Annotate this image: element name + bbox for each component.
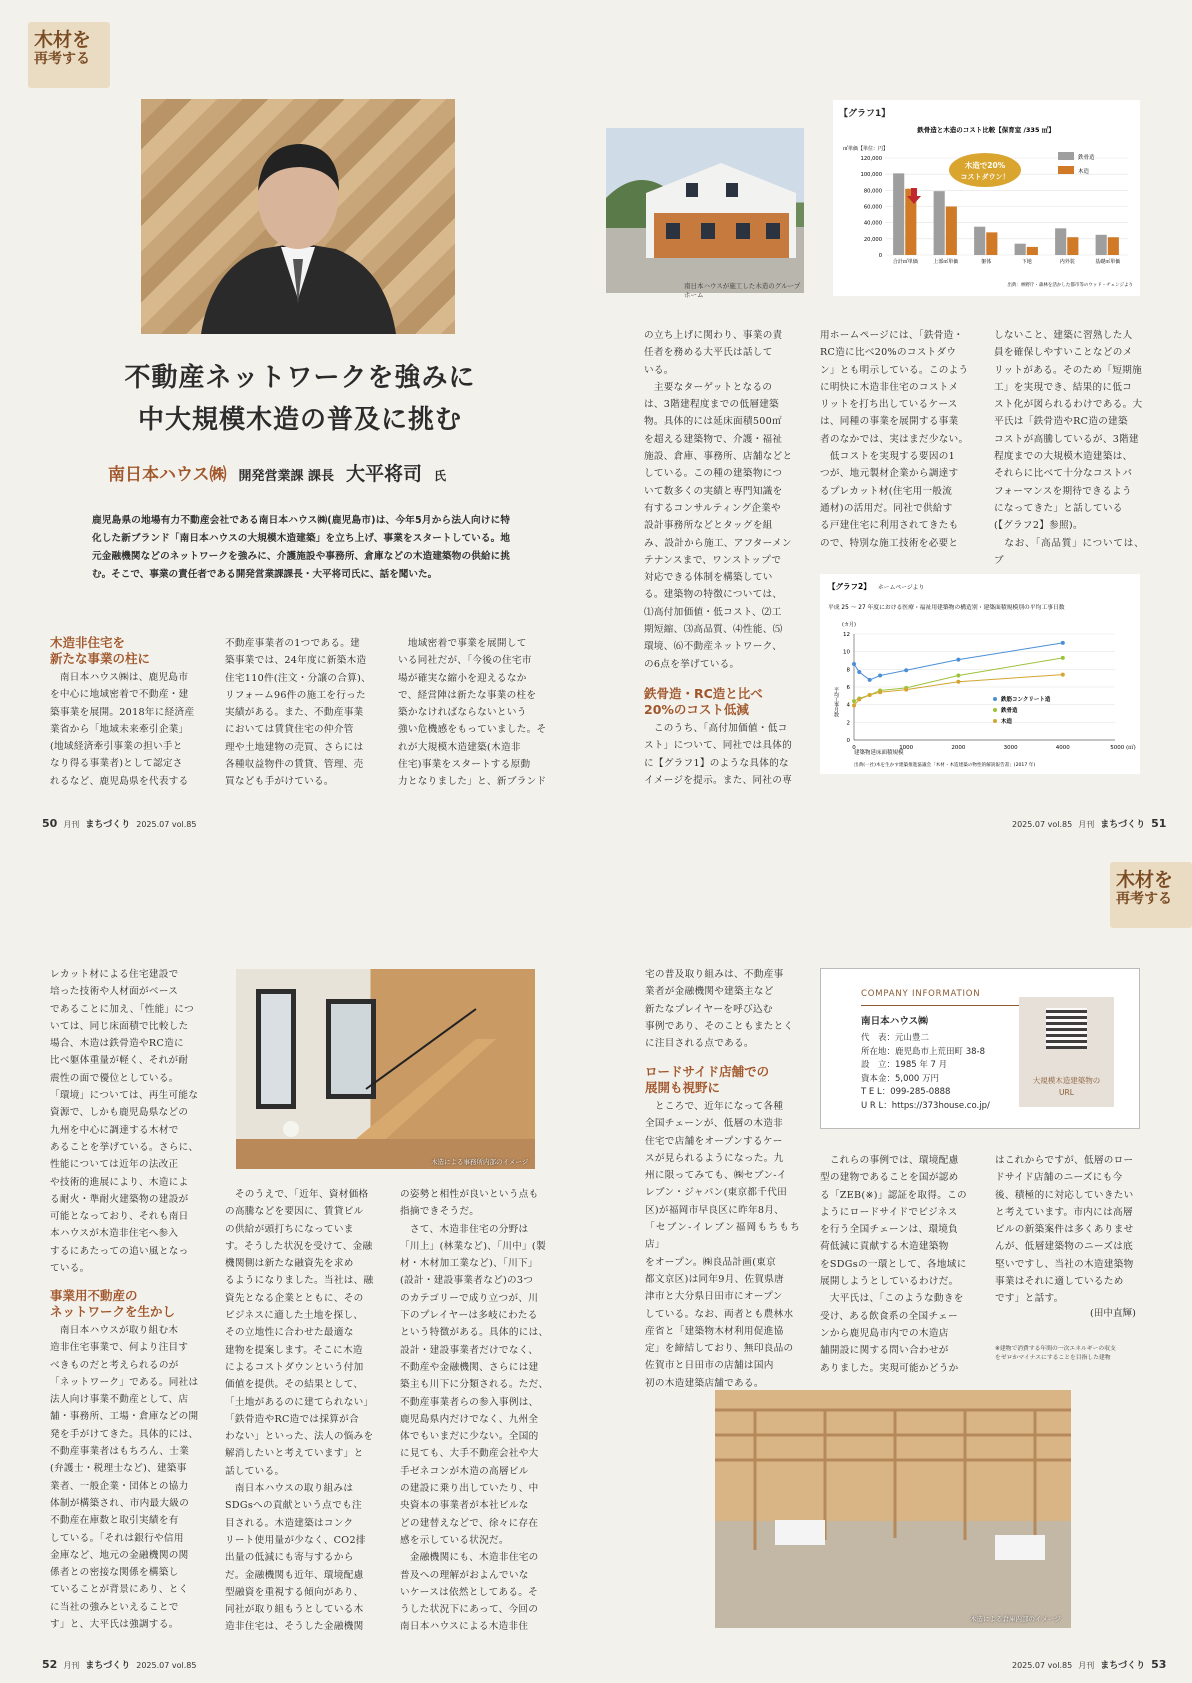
- data-point: [857, 670, 861, 674]
- company-info-row: 所在地：鹿児島市上荒田町 38-8: [861, 1046, 985, 1057]
- text-column: これらの事例では、環境配慮 型の建物であることを国が認め る「ZEB(※)」認証を取得。この ようにロードサイドでビジネス を行う全国チェーンは、環境負 荷低減に貢献する木造建築物 をSDGsの一環として、各地域に 展開しようとしているわけだ。 大平氏は、「このような動きを 受け、ある飲食系の全国チェー ンから鹿児島市内での木造店 舗開設に関する問い合わせが ありました。実現可能かどうか: [820, 1155, 967, 1374]
- series-badge: 木材を 再考する: [1110, 862, 1192, 928]
- data-point: [1061, 673, 1065, 677]
- company-info-name: 南日本ハウス㈱: [861, 1016, 928, 1027]
- text-column: このうち、「高付加価値・低コ スト」について、同社では具体的 に【グラフ1】のような具体的な イメージを提示。また、同社の専: [644, 723, 793, 786]
- chart-ylabel: 平均工事月数: [833, 687, 839, 717]
- bar: [946, 207, 957, 256]
- annotation-text: コストダウン！: [960, 173, 1010, 181]
- bar: [1055, 228, 1066, 255]
- x-tick-label: 0: [852, 745, 856, 751]
- chart-source: 出典(一社)木を生かす建築推進協議会「木材・木造建築の物性的解説報告書」(2017 年): [854, 763, 1036, 768]
- y-tick-label: 120,000: [860, 156, 882, 162]
- data-point: [878, 690, 882, 694]
- legend-swatch: [993, 697, 997, 701]
- company-info-label: COMPANY INFORMATION: [861, 989, 981, 999]
- legend-swatch: [993, 708, 997, 712]
- graph2-panel: [820, 574, 1140, 774]
- bar: [1096, 235, 1107, 255]
- footnote: ※建物で消費する年間の一次エネルギーの収支 をゼロかマイナスにすることを目指した建物: [995, 1346, 1116, 1361]
- y-tick-label: 100,000: [860, 172, 882, 179]
- x-tick-label: 1000: [899, 745, 914, 751]
- data-point: [904, 668, 908, 672]
- text-column: の姿勢と相性が良いという点も 指摘できそうだ。 さて、木造非住宅の分野は 「川上」(林業など)、「川中」(製 材・木材加工業など)、「川下」 (設計・建設事業者など)の3つ のカテゴリーで成り立つが、川 下のプレイヤーは多岐にわたる という特徴がある。具体的には、 設計・建設事業者だけでなく、 不動産や金融機関、さらには建 築主も川下に分類される。ただ、 不動産事業者らの参入事例は、 鹿児島県内だけでなく、九州全 体でもいまだに少ない。全国的 に見ても、大手不動産会社や大 手ゼネコンが木造の高層ビル の建設に乗り出していたり、中 央資本の事業者が本社ビルな どの建替えなどで、徐々に存在 感を示している状況だ。 金融機関にも、木造非住宅の 普及への理解がおよんでいな いケースは依然としてある。そ うした状況下にあって、今回の 南日本ハウスによる木造非住: [400, 1189, 549, 1633]
- x-tick-label: 基礎㎡単価: [1095, 259, 1121, 265]
- text-column: はこれからですが、低層のロー ドサイド店舗のニーズにも今 後、積極的に対応していきたい と考えています。市内には高層 ビルの新築案件は多くありませ んが、低層建築物のニーズは底 堅いですし、当社の木造建築物 事業はそれに適しているため です」と話す。: [995, 1155, 1134, 1305]
- page-footer-53: 2025.07 vol.85 月刊 まちづくり 53: [1012, 1658, 1167, 1671]
- chart-source: 出典：林野庁・森林を活かした都市等のウッド・チェンジより: [1007, 283, 1133, 288]
- warehouse-interior-photo: [715, 1390, 1071, 1628]
- chart-yunit: (カ月): [842, 622, 856, 628]
- x-tick-label: 3000: [1003, 745, 1018, 751]
- x-tick-label: 4000: [1055, 745, 1070, 751]
- honorific: 氏: [434, 469, 447, 483]
- y-tick-label: 60,000: [863, 204, 882, 211]
- bar: [1015, 244, 1026, 255]
- graph1-chart: [833, 100, 1140, 296]
- office-interior-photo: [236, 969, 535, 1169]
- chart-label: 【グラフ2】: [828, 582, 871, 591]
- company-name: 南日本ハウス㈱: [108, 465, 227, 485]
- legend-label: 鉄骨造: [1078, 155, 1095, 161]
- company-info-row: 代 表：元山豊二: [861, 1033, 930, 1043]
- legend-swatch: [1058, 166, 1074, 174]
- legend-label: 木造: [1001, 719, 1013, 725]
- y-tick-label: 8: [846, 667, 850, 674]
- data-point: [868, 678, 872, 682]
- person-name: 大平将司: [346, 463, 423, 485]
- y-tick-label: 2: [846, 720, 850, 727]
- text-column: の立ち上げに関わり、事業の責 任者を務める大平氏は話して いる。 主要なターゲットとなるの は、3階建程度までの低層建築 物。具体的には延床面積500㎡ を超える建築物で、介護・福祉 施設、倉庫、事務所、店舗などと している。この種の建築物につ いて数多くの実績と専門知識を 有するコンサルティング企業や 設計事務所などとタッグを組 み、設計から施工、アフターメン テナンスまで、ワンストップで 対応できる体制を構築してい る。建築物の特徴については、 ⑴高付加価値・低コスト、⑵工 期短縮、⑶高品質、⑷性能、⑸ 環境、⑹不動産ネットワーク、 の6点を挙げている。: [644, 330, 793, 670]
- bar: [1067, 237, 1078, 255]
- text-column: 宅の普及取り組みは、不動産事 業者が金融機関や建築主など 新たなプレイヤーを呼び込む 事例であり、そのこともまたとく に注目される点である。: [645, 969, 794, 1050]
- chart-title: 鉄骨造と木造のコスト比較【保育室 /335 ㎡】: [917, 126, 1055, 134]
- bar: [986, 232, 997, 255]
- company-info-list: [861, 1032, 990, 1113]
- annotation-text: 木造で20%: [964, 161, 1006, 170]
- legend-label: 鉄骨造: [1001, 708, 1018, 714]
- photo-caption: 木造による倉庫内部のイメージ: [970, 1615, 1061, 1623]
- y-tick-label: 0: [878, 253, 882, 259]
- heading-roadside: ロードサイド店舗での 展開も視野に: [645, 1064, 770, 1095]
- heading-cost-reduction: 鉄骨造・RC造と比べ 20%のコスト低減: [644, 686, 763, 717]
- company-info-box: [820, 968, 1140, 1129]
- data-point: [956, 674, 960, 678]
- y-tick-label: 20,000: [863, 236, 882, 243]
- qr-caption: 大規模木造建築物の URL: [1032, 1076, 1101, 1097]
- y-tick-label: 4: [846, 702, 850, 709]
- x-tick-label: 内外装: [1059, 259, 1075, 265]
- text-column: 地域密着で事業を展開して いる同社だが、「今後の住宅市 場が確実な縮小を迎えるなか で、経営陣は新たな事業の柱を 築かなければならないという 強い危機感をもっていました。そ れが大規模木造建築(木造非 住宅)事業をスタートする原動 力となりました」と、新ブランド: [398, 638, 547, 788]
- page-footer-50: 50 月刊 まちづくり 2025.07 vol.85: [42, 817, 197, 830]
- data-point: [852, 662, 856, 666]
- x-tick-label: 躯体: [981, 259, 992, 265]
- bar: [1027, 247, 1038, 255]
- author-credit: (田中直輝): [1090, 1308, 1136, 1319]
- annotation-bubble: [949, 153, 1021, 187]
- data-point: [904, 688, 908, 692]
- legend-label: 鉄筋コンクリート造: [1001, 697, 1051, 703]
- lead-paragraph: 鹿児島県の地場有力不動産会社である南日本ハウス㈱(鹿児島市)は、今年5月から法人向けに特化した新ブランド「南日本ハウスの大規模木造建築」を立ち上げ、事業をスタートしている。地元金融機関などのネットワークを強みに、介護施設や事務所、倉庫などの木造建築物の供給に挑む。そこで、事業の責任者である開発営業課課長・大平将司氏に、話を聞いた。: [92, 515, 510, 580]
- company-info-row: 資本金：5,000 万円: [861, 1073, 940, 1084]
- photo-caption: 南日本ハウスが施工した木造のグループホーム: [684, 282, 801, 299]
- qr-code: [1046, 1008, 1087, 1049]
- y-tick-label: 0: [846, 738, 850, 744]
- company-info-rule: [861, 1005, 1041, 1006]
- chart-xlabel: 建築物延床面積規模: [854, 750, 904, 756]
- bar: [934, 191, 945, 255]
- text-column: 用ホームページには、「鉄骨造・ RC造に比べ20%のコストダウ ン」とも明示している。このよう に明快に木造非住宅のコストメ リットを打ち出しているケース は、同種の事業を展開する事業 者のなかでは、実はまだ少ない。 低コストを実現する要因の1 つが、地元製材企業から調達す るプレカット材(住宅用一般流 通材)の活用だ。同社で供給す る戸建住宅に利用されてきたも ので、特別な施工技術を必要と: [820, 330, 969, 549]
- company-info-row: 設 立：1985 年 7 月: [861, 1060, 948, 1070]
- series-line: [854, 658, 1063, 701]
- data-point: [852, 699, 856, 703]
- text-column: ところで、近年になって各種 全国チェーンが、低層の木造非 住宅で店舗をオープンするケー スが見られるようになった。九 州に限ってみても、㈱セブン-イ レブン・ジャパン(東京都千代田 区)が福岡市早良区に昨年8月、 「セブン-イレブン福岡もちもち店」 をオープン。㈱良品計画(東京 都文京区)は同年9月、佐賀県唐 津市と大分県日田市にオープン している。なお、両者とも農林水 産省と「建築物木材利用促進協 定」を締結しており、無印良品の 佐賀市と日田市の店舗は国内 初の木造建築店舗である。: [645, 1101, 800, 1389]
- graph2-chart: [820, 574, 1140, 774]
- legend-swatch: [993, 719, 997, 723]
- qr-panel: [1019, 997, 1114, 1107]
- graph1-panel: [833, 100, 1140, 296]
- article-title: 不動産ネットワークを強みに 中大規模木造の普及に挑む: [124, 363, 476, 435]
- company-info-row: U R L：https://373house.co.jp/: [861, 1100, 990, 1111]
- graph1-label: 【グラフ1】: [839, 109, 891, 119]
- y-tick-label: 10: [843, 649, 850, 656]
- dept-title: 開発営業課 課長: [238, 469, 335, 484]
- bar: [893, 173, 904, 255]
- data-point: [878, 674, 882, 678]
- page-footer-52: 52 月刊 まちづくり 2025.07 vol.85: [42, 1658, 197, 1671]
- data-point: [1061, 641, 1065, 645]
- heading-network: 事業用不動産の ネットワークを生かし: [50, 1288, 176, 1319]
- data-point: [956, 658, 960, 662]
- legend-swatch: [1058, 152, 1074, 160]
- y-tick-label: 80,000: [863, 188, 882, 195]
- text-column: そのうえで、「近年、資材価格 の高騰などを要因に、賃貸ビル の供給が頭打ちになっていま す。そうした状況を受けて、金融 機関側は新たな融資先を求め るようになりました。当社は、融 資先となる企業とともに、その ビジネスに適した土地を探し、 その立地性に合わせた最適な 建物を提案します。そこに木造 によるコストダウンという付加 価値を提供。その結果として、 「土地があるのに建てられない」 「鉄骨造やRC造では採算が合 わない」といった、法人の悩みを 解消したいと考えています」と 話している。 南日本ハウスの取り組みは SDGsへの貢献という点でも注 目される。木造建築はコンク リート使用量が少なく、CO2排 出量の低減にも寄与するから だ。金融機関も近年、環境配慮 型融資を重視する傾向があり、 同社が取り組もうとしている木 造非住宅は、そうした金融機関: [225, 1189, 374, 1633]
- bar: [974, 227, 985, 255]
- group-home-photo: [606, 128, 804, 299]
- text-column: 不動産事業者の1つである。建 築事業では、24年度に新築木造 住宅110件(注文・分譲の合算)、 リフォーム96件の施工を行った 実績がある。また、不動産事業 においては賃貸住宅の仲介管 理や土地建物の売買、さらには 各種収益物件の賃貸、管理、売 買なども手がけている。: [225, 638, 372, 788]
- chart-label-sub: ホームページより: [878, 585, 925, 591]
- data-point: [1061, 656, 1065, 660]
- data-point: [868, 693, 872, 697]
- y-tick-label: 6: [846, 685, 850, 691]
- y-tick-label: 12: [843, 632, 850, 638]
- company-info-row: T E L：099-285-0888: [861, 1087, 951, 1097]
- chart-title: 平成 25 ～ 27 年度における医療・福祉用建築物の構造別・建築面積規模別の平均工事日数: [828, 605, 1065, 611]
- bar: [1108, 237, 1119, 255]
- portrait-photo: [141, 99, 455, 334]
- byline: [108, 459, 446, 486]
- legend-label: 木造: [1078, 169, 1090, 175]
- text-column: レカット材による住宅建設で 培った技術や人材面がベース であることに加え、「性能」につ いては、同じ床面積で比較した 場合、木造は鉄骨造やRC造に 比べ躯体重量が軽く、それが耐 震性の面で優位としている。 「環境」については、再生可能な 資源で、しかも鹿児島県などの 九州を中心に調達する木材で あることを挙げている。さらに、 性能については近年の法改正 や技術的進展により、木造によ る耐火・準耐火建築物の建設が 可能となっており、それも南日 本ハウスが木造非住宅へ参入 するにあたっての追い風となっ ている。: [50, 969, 199, 1275]
- x-tick-label: 2000: [951, 745, 966, 751]
- data-point: [956, 680, 960, 684]
- page-footer-51: 2025.07 vol.85 月刊 まちづくり 51: [1012, 817, 1167, 830]
- chart-ylabel: ㎡単価【単位：円】: [843, 146, 889, 152]
- x-tick-label: 下地: [1021, 259, 1032, 265]
- x-tick-label: 上部㎡単価: [933, 259, 959, 265]
- data-point: [857, 697, 861, 701]
- text-column: 南日本ハウス㈱は、鹿児島市 を中心に地域密着で不動産・建 築事業を展開。2018年に経済産 業省から「地域未来牽引企業」 (地域経済牽引事業の担い手と なり得る事業者)として認定さ れるなど、鹿児島県を代表する: [50, 672, 195, 787]
- x-tick-label: 5000 (㎡): [1110, 745, 1136, 751]
- text-column: しないこと、建築に習熟した人 員を確保しやすいことなどのメ リットがある。そのため「短期施 工」を実現でき、結果的に低コ スト化が図られるわけである。大 平氏は「鉄骨造やRC造の建築 コストが高騰しているが、3階建 程度までの大規模木造建築は、 それらに比べて十分なコストパ フォーマンスを期待できるよう になってきた」と話している (【グラフ2】参照)。 なお、「高品質」については、ブ: [994, 330, 1144, 566]
- data-point: [852, 704, 856, 708]
- y-tick-label: 40,000: [863, 220, 882, 227]
- text-column: 南日本ハウスが取り組む木 造非住宅事業で、何より注目す べきものだと考えられるのが 「ネットワーク」である。同社は 法人向け事業不動産として、店 舗・事務所、工場・倉庫などの開 発を手がけてきた。具体的には、 不動産事業者はもちろん、士業 (弁護士・税理士など)、建築事 業者、一般企業・団体との協力 体制が構築され、市内最大級の 不動産在庫数と取引実績を有 している。「それは銀行や信用 金庫など、地元の金融機関の関 係者との密接な関係を構築し ていることが背景にあり、とく に当社の強みといえることで す」と、大平氏は強調する。: [50, 1325, 199, 1631]
- photo-caption: 木造による事務所内部のイメージ: [431, 1158, 529, 1166]
- heading-new-pillar: 木造非住宅を 新たな事業の柱に: [50, 635, 151, 666]
- x-tick-label: 合計㎡単価: [892, 259, 918, 265]
- series-badge: 木材を 再考する: [28, 22, 110, 88]
